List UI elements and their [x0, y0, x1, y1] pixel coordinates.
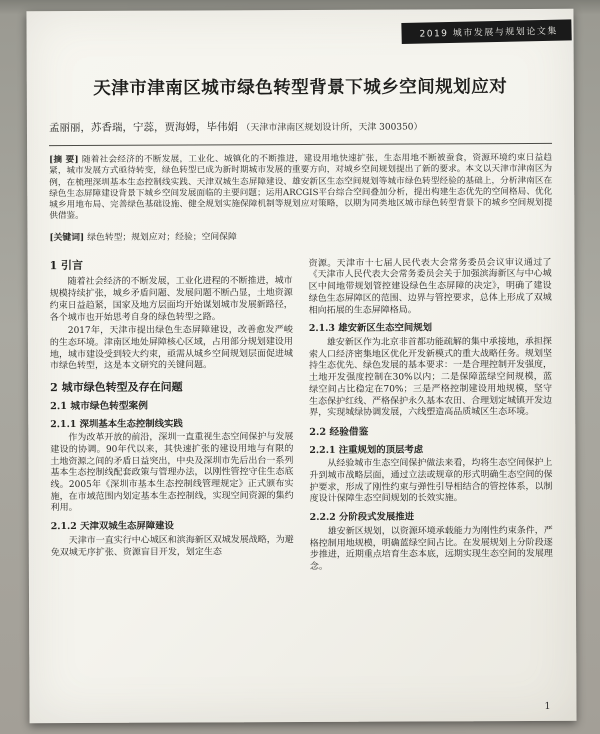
- abstract-label: [摘 要]: [49, 154, 82, 166]
- subsubsection-heading-shenzhen: 2.1.1 深圳基本生态控制线实践: [50, 418, 183, 430]
- subsubsection-heading-phased: 2.2.2 分阶段式发展推进: [309, 511, 415, 524]
- section-heading-introduction: 1 引言: [49, 258, 84, 272]
- body-columns: [50, 258, 554, 577]
- paragraph: 雄安新区规划，以资源环境承载能力为刚性约束条件，严格控制用地规模，明确蓝绿空间占比。在发展规划上分阶段逐步推进，近期重点培育生态本底，远期实现生态空间的发展理念。: [309, 525, 553, 572]
- section-heading-green-transition: 2 城市绿色转型及存在问题: [50, 380, 183, 395]
- right-column: [309, 258, 553, 576]
- subsubsection-heading-tianjin: 2.1.2 天津双城生态屏障建设: [50, 520, 174, 533]
- paper-page: [26, 9, 576, 723]
- subsubsection-heading-xiongan: 2.1.3 雄安新区生态空间规划: [308, 322, 432, 335]
- paragraph-continued: 资源。天津市十七届人民代表大会常务委员会议审议通过了《天津市人民代表大会常务委员会关于加强滨海新区与中心城区中间地带规划管控建设绿色生态屏障的决定》，明确了建设绿色生态屏障区的范围、边界与管控要求，总体上形成了双城相向拓展的生态屏障格局。: [308, 257, 552, 316]
- subsection-heading-cases: 2.1 城市绿色转型案例: [50, 400, 148, 412]
- article-title: 天津市津南区城市绿色转型背景下城乡空间规划应对: [93, 77, 508, 99]
- keywords-label: [关键词]: [49, 232, 88, 243]
- divider-rule: [49, 143, 552, 146]
- header-banner: 2019 城市发展与规划论文集: [401, 19, 572, 44]
- paragraph: 从经验城市生态空间保护做法来看，均将生态空间保护上升到城市战略层面，通过立法或规章的形式明确生态空间的保护要求，形成了刚性约束与弹性引导相结合的管控体系，以制度设计保障生态空间规划的长效实施。: [309, 458, 553, 505]
- paragraph: 作为改革开放的前沿，深圳一直重视生态空间保护与发展建设的协调。90年代以来，其快速扩张的建设用地与有限的土地资源之间的矛盾日益突出，中央及深圳市先后出台一系列基本生态控制线配套政策与管理办法，以刚性管控守住生态底线。2005年《深圳市基本生态控制线管理规定》正式颁布实施，在市域范围内划定基本生态控制线，实现空间资源的集约利用。: [50, 432, 294, 514]
- left-column: [50, 259, 294, 577]
- affiliation: （天津市津南区规划设计所，天津 300350）: [241, 122, 423, 134]
- paragraph: 天津市一直实行中心城区和滨海新区双城发展战略，为避免双城无序扩张、资源盲目开发，划定生态: [50, 534, 294, 558]
- paragraph: 2017年，天津市提出绿色生态屏障建设，改善愈发严峻的生态环境。津南区地处屏障核心区域，占用部分规划建设用地，城市建设受到较大约束，亟需从城乡空间规划层面促进城市绿色转型，这是本文研究的关键问题。: [49, 325, 293, 372]
- author-names: 孟丽丽，苏香瑞，宁蕊，贾海姆，毕伟娟: [48, 121, 238, 135]
- subsubsection-heading-top-design: 2.2.1 注重规划的顶层考虑: [309, 444, 424, 456]
- abstract-block: [49, 153, 552, 223]
- keywords-line: [49, 228, 552, 243]
- abstract-text: 随着社会经济的不断发展，工业化、城镇化的不断推进，建设用地快速扩张，生态用地不断被蚕食，资源环境约束日益趋紧，城市发展方式亟待转变，绿色转型已成为新时期城市发展的重要方向，对城乡空间规划提出了新的要求。本文以天津市津南区为例，在梳理深圳基本生态控制线实践、天津双城生态屏障建设、雄安新区生态空间规划等城市绿色转型经验的基础上，分析津南区在绿色生态屏障建设背景下城乡空间发展面临的主要问题；运用ARCGIS平台综合空间叠加分析，提出构建生态优先的空间格局、优化城乡用地布局、完善绿色基础设施、健全规划实施保障机制等规划应对策略，以期为同类地区城市绿色转型背景下的城乡空间规划提供借鉴。: [49, 152, 553, 222]
- page-number: 1: [544, 700, 551, 712]
- authors-line: [49, 118, 552, 135]
- paragraph: 随着社会经济的不断发展，工业化进程的不断推进，城市规模持续扩张，城乡矛盾问题、发展问题不断凸显，土地资源约束日益趋紧，国家及地方层面均开始谋划城市发展新路径，各个城市也开始思考自身的绿色转型之路。: [49, 276, 293, 323]
- keywords-text: 绿色转型；规划应对；经验；空间保障: [87, 232, 237, 243]
- subsection-heading-experience: 2.2 经验借鉴: [309, 426, 369, 438]
- paragraph: 雄安新区作为北京非首都功能疏解的集中承接地，承担探索人口经济密集地区优化开发新模式的重大战略任务。规划坚持生态优先、绿色发展的基本要求：一是合理控制开发强度，土地开发强度控制在30%以内；二是保障蓝绿空间规模，蓝绿空间占比稳定在70%；三是严格控制建设用地规模，坚守生态保护红线、严格保护永久基本农田、合理划定城镇开发边界，实现城绿协调发展，六线塑造高品质城区生态环境。: [308, 336, 553, 419]
